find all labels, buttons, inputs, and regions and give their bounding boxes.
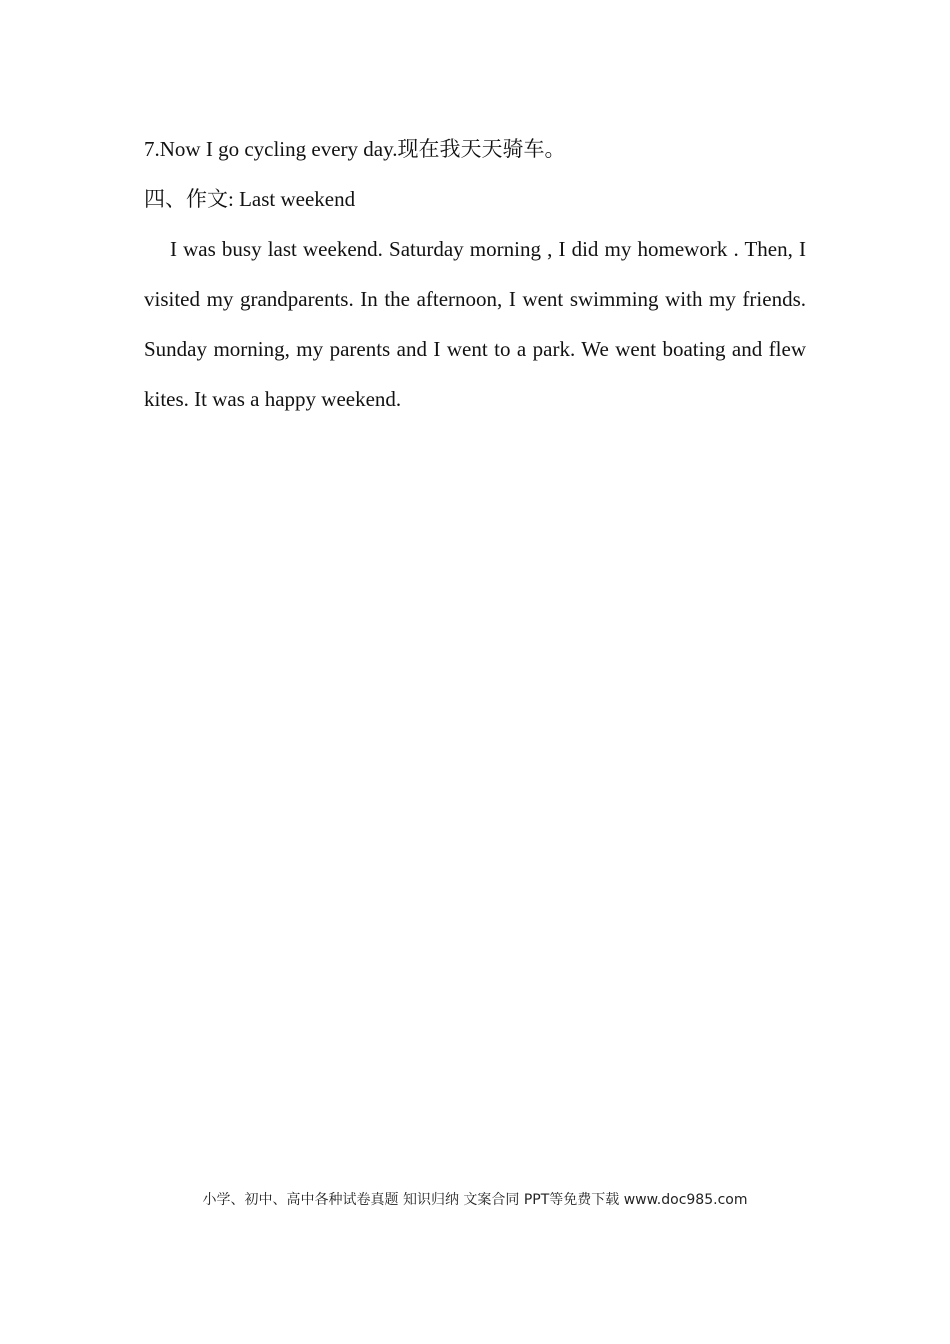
document-body: [144, 124, 806, 424]
essay-paragraph: I was busy last weekend. Saturday morning , I did my homework . Then, I visited my grandparents. In the afternoon, I went swimming with my friends. Sunday morning, my parents and I went to a park. We went boating and flew kites. It was a happy weekend.: [144, 237, 806, 411]
page-footer: 小学、初中、高中各种试卷真题 知识归纳 文案合同 PPT等免费下载 www.doc985.com: [202, 1192, 748, 1208]
section-heading: 四、作文: Last weekend: [144, 187, 356, 211]
answer-line-7: 7.Now I go cycling every day.现在我天天骑车。: [144, 137, 566, 161]
